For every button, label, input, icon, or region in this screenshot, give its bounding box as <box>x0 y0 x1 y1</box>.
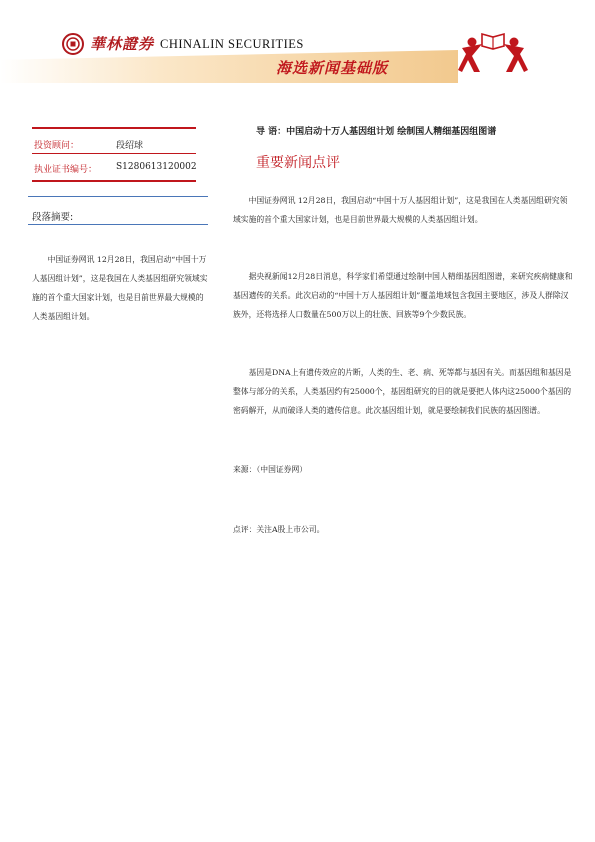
comment-line: 点评：关注A股上市公司。 <box>233 525 325 534</box>
paragraph-2: 据央视新闻12月28日消息，科学家们希望通过绘制中国人精细基因组图谱，来研究疾病健康和基因遗传的关系。此次启动的“中国十万人基因组计划”覆盖地域包含我国主要地区，涉及人群除汉族外，还将选择人口数量在500万以上的壮族、回族等9个少数民族。 <box>233 272 573 319</box>
brand-name-cn: 華林證券 <box>90 35 155 53</box>
brand-emblem-icon <box>62 33 84 55</box>
info-bottom-rule <box>32 180 196 182</box>
banner-title: 海选新闻基础版 <box>276 59 389 77</box>
paragraph-1: 中国证券网讯 12月28日，我国启动“中国十万人基因组计划”，这是我国在人类基因组研究领域实施的首个重大国家计划，也是目前世界最大规模的人类基因组计划。 <box>233 196 568 224</box>
reading-figures-icon <box>458 28 528 76</box>
section-title: 重要新闻点评 <box>256 155 340 171</box>
paragraph-3: 基因是DNA上有遗传效应的片断，人类的生、老、病、死等都与基因有关。而基因组和基因是整体与部分的关系，人类基因约有25000个，基因组研究的目的就是要把人体内这25000个基因的密码解开，从而破译人类的遗传信息。此次基因组计划，就是要绘制我们民族的基因图谱。 <box>233 368 572 415</box>
cert-label: 执业证书编号： <box>34 165 98 175</box>
summary-heading: 段落摘要: <box>32 212 74 223</box>
brand-name-en: CHINALIN SECURITIES <box>160 37 304 51</box>
info-top-rule <box>32 127 196 129</box>
article-headline: 导 语：中国启动十万人基因组计划 绘制国人精细基因组图谱 <box>256 127 497 137</box>
advisor-label: 投资顾问： <box>34 141 80 151</box>
summary-text: 中国证券网讯 12月28日，我国启动“中国十万人基因组计划”，这是我国在人类基因组研究领域实施的首个重大国家计划，也是目前世界最大规模的人类基因组计划。 <box>32 255 208 321</box>
summary-bottom-rule <box>28 224 208 225</box>
advisor-name: 段绍球 <box>116 141 144 151</box>
cert-number: S1280613120002 <box>116 162 197 172</box>
source-line: 来源：（中国证券网） <box>233 465 308 474</box>
summary-top-rule <box>28 196 208 197</box>
page-header <box>0 0 595 92</box>
info-middle-rule <box>32 153 196 154</box>
